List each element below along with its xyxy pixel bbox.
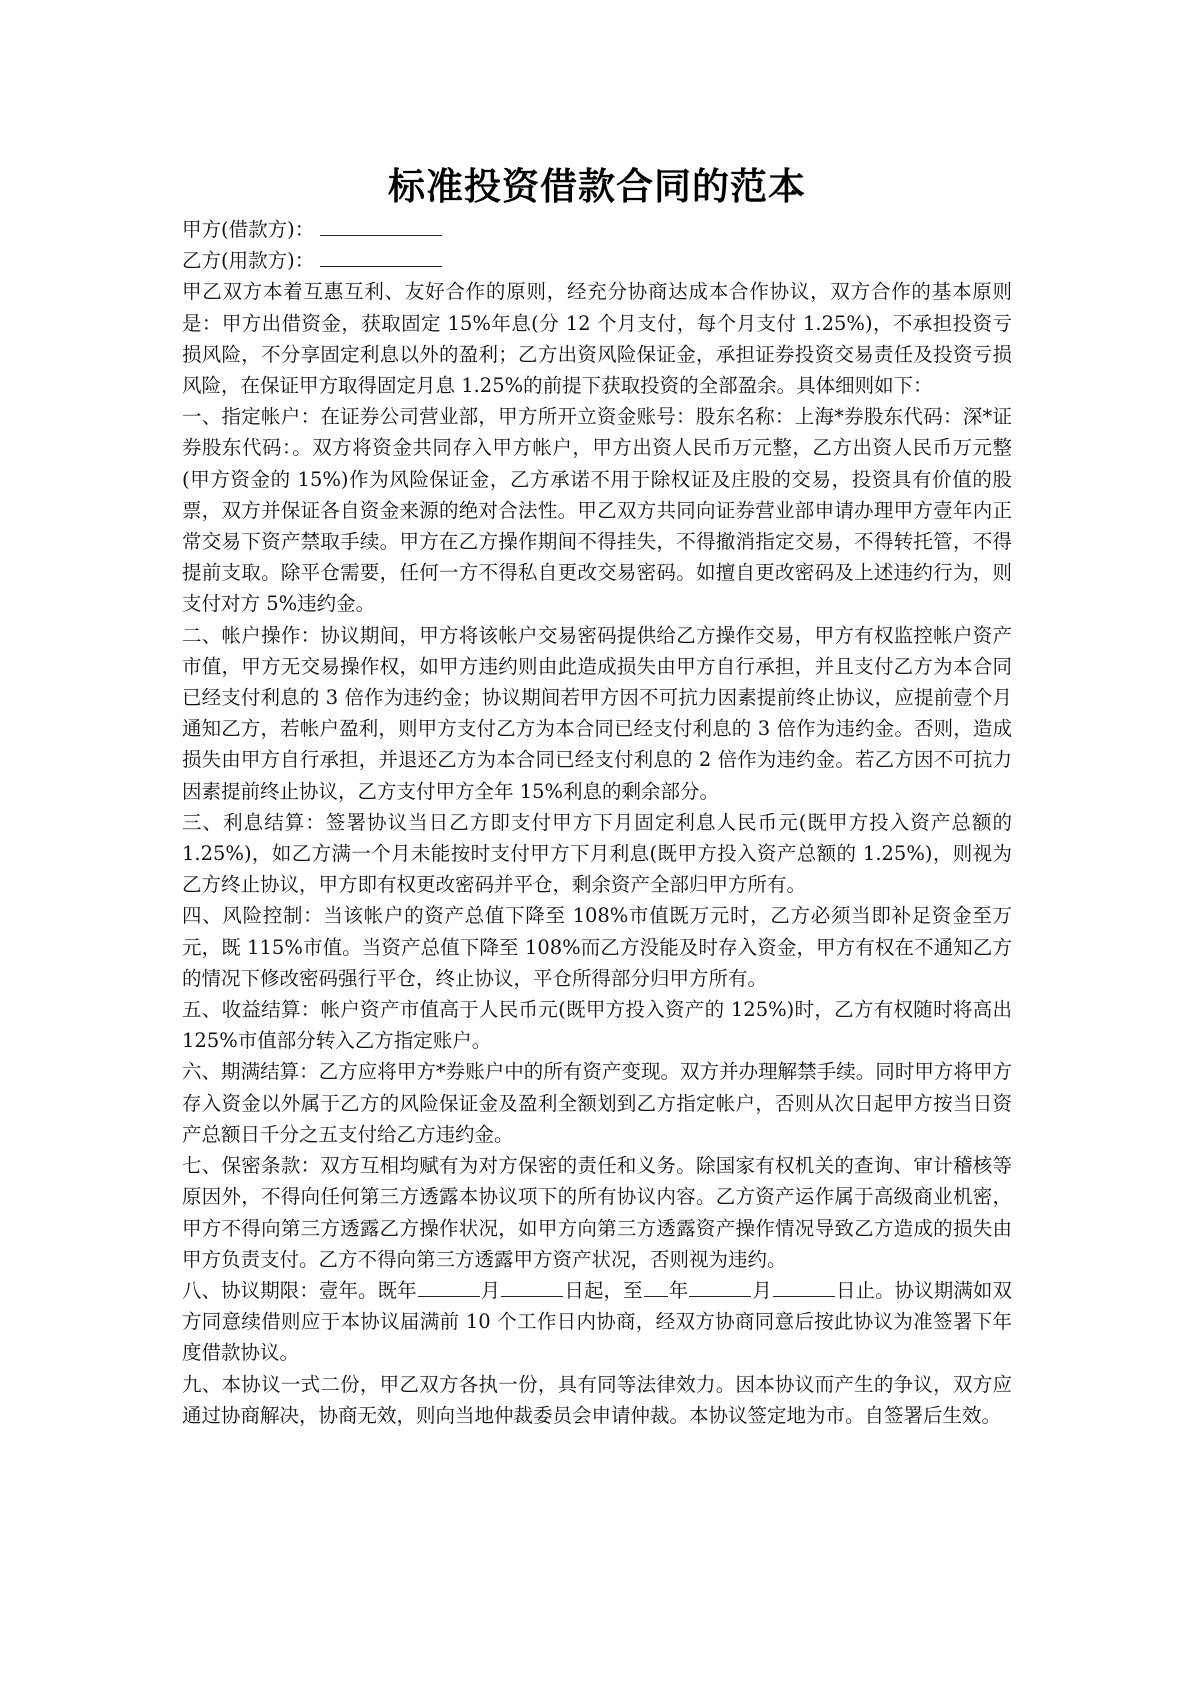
month-blank-2 (689, 1276, 751, 1297)
clause-9: 九、本协议一式二份，甲乙双方各执一份，具有同等法律效力。因本协议而产生的争议，双方应通过协商解决，协商无效，则向当地仲裁委员会申请仲裁。本协议签定地为市。自签署后生效。 (182, 1372, 1012, 1427)
party-a-label: 甲方(借款方)： (182, 218, 315, 241)
document-page (182, 158, 1012, 1431)
month-blank-1 (501, 1276, 563, 1297)
document-body (182, 214, 1012, 1431)
clause-1: 一、指定帐户：在证券公司营业部，甲方所开立资金账号：股东名称：上海*券股东代码：深*证券股东代码：。双方将资金共同存入甲方帐户，甲方出资人民币万元整，乙方出资人民币万元整(甲方资金的 15%)作为风险保证金，乙方承诺不用于除权证及庄股的交易，投资具有价值的股票，双方并保证各自资金来源的绝对合法性。甲乙双方共同向证券营业部申请办理甲方壹年内正常交易下资产禁取手续。甲方在乙方操作期间不得挂失，不得撤消指定交易，不得转托管，不得提前支取。除平仓需要，任何一方不得私自更改交易密码。如擅自更改密码及上述违约行为，则支付对方 5%违约金。 (182, 405, 1012, 616)
clause-5: 五、收益结算：帐户资产市值高于人民币元(既甲方投入资产的 125%)时，乙方有权随时将高出 125%市值部分转入乙方指定账户。 (182, 998, 1012, 1053)
intro-paragraph: 甲乙双方本着互惠互利、友好合作的原则，经充分协商达成本合作协议，双方合作的基本原则是：甲方出借资金，获取固定 15%年息(分 12 个月支付，每个月支付 1.25%)，不承担投资亏损风险，不分享固定利息以外的盈利；乙方出资风险保证金，承担证券投资交易责任及投资亏损风险，在保证甲方取得固定月息 1.25%的前提下获取投资的全部盈余。具体细则如下： (182, 280, 1012, 398)
clause-8-day1: 日起，至 (564, 1278, 643, 1302)
clause-6: 六、期满结算：乙方应将甲方*券账户中的所有资产变现。双方并办理解禁手续。同时甲方将甲方存入资金以外属于乙方的风险保证金及盈利全额划到乙方指定帐户，否则从次日起甲方按当日资产总额日千分之五支付给乙方违约金。 (182, 1060, 1012, 1146)
party-a-blank (320, 215, 442, 236)
clause-8-month2: 月 (752, 1278, 772, 1302)
clause-8-prefix: 八、协议期限：壹年。既年 (182, 1278, 417, 1302)
party-a-line (182, 214, 1012, 245)
document-title: 标准投资借款合同的范本 (388, 164, 806, 208)
party-b-line (182, 245, 1012, 276)
clause-2: 二、帐户操作：协议期间，甲方将该帐户交易密码提供给乙方操作交易，甲方有权监控帐户资产市值，甲方无交易操作权，如甲方违约则由此造成损失由甲方自行承担，并且支付乙方为本合同已经支付利息的 3 倍作为违约金；协议期间若甲方因不可抗力因素提前终止协议，应提前壹个月通知乙方，若帐户盈利，则甲方支付乙方为本合同已经支付利息的 3 倍作为违约金。否则，造成损失由甲方自行承担，并退还乙方为本合同已经支付利息的 2 倍作为违约金。若乙方因不可抗力因素提前终止协议，乙方支付甲方全年 15%利息的剩余部分。 (182, 623, 1012, 803)
clause-7: 七、保密条款：双方互相均赋有为对方保密的责任和义务。除国家有权机关的查询、审计稽核等原因外，不得向任何第三方透露本协议项下的所有协议内容。乙方资产运作属于高级商业机密，甲方不得向第三方透露乙方操作状况，如甲方向第三方透露资产操作情况导致乙方造成的损失由甲方负责支付。乙方不得向第三方透露甲方资产状况，否则视为违约。 (182, 1154, 1012, 1271)
party-b-blank (320, 246, 442, 267)
clause-8-year2: 年 (668, 1278, 689, 1302)
clause-8 (182, 1275, 1012, 1369)
clause-8-month1: 月 (480, 1278, 501, 1302)
year-blank-2 (644, 1276, 668, 1297)
year-blank-1 (418, 1276, 480, 1297)
clause-8-suffix: 日止。协议期满如双方同意续借则应于本协议届满前 10 个工作日内协商，经双方协商同意后按此协议为准签署下年度借款协议。 (182, 1278, 1012, 1365)
party-b-label: 乙方(用款方)： (182, 249, 315, 273)
clause-3: 三、利息结算：签署协议当日乙方即支付甲方下月固定利息人民币元(既甲方投入资产总额的 1.25%)，如乙方满一个月未能按时支付甲方下月利息(既甲方投入资产总额的 1.25%)，则视为乙方终止协议，甲方即有权更改密码并平仓，剩余资产全部归甲方所有。 (182, 810, 1012, 897)
day-blank-2 (773, 1276, 835, 1297)
clause-4: 四、风险控制：当该帐户的资产总值下降至 108%市值既万元时，乙方必须当即补足资金至万元，既 115%市值。当资产总值下降至 108%而乙方没能及时存入资金，甲方有权在不通知乙方的情况下修改密码强行平仓，终止协议，平仓所得部分归甲方所有。 (182, 904, 1012, 990)
